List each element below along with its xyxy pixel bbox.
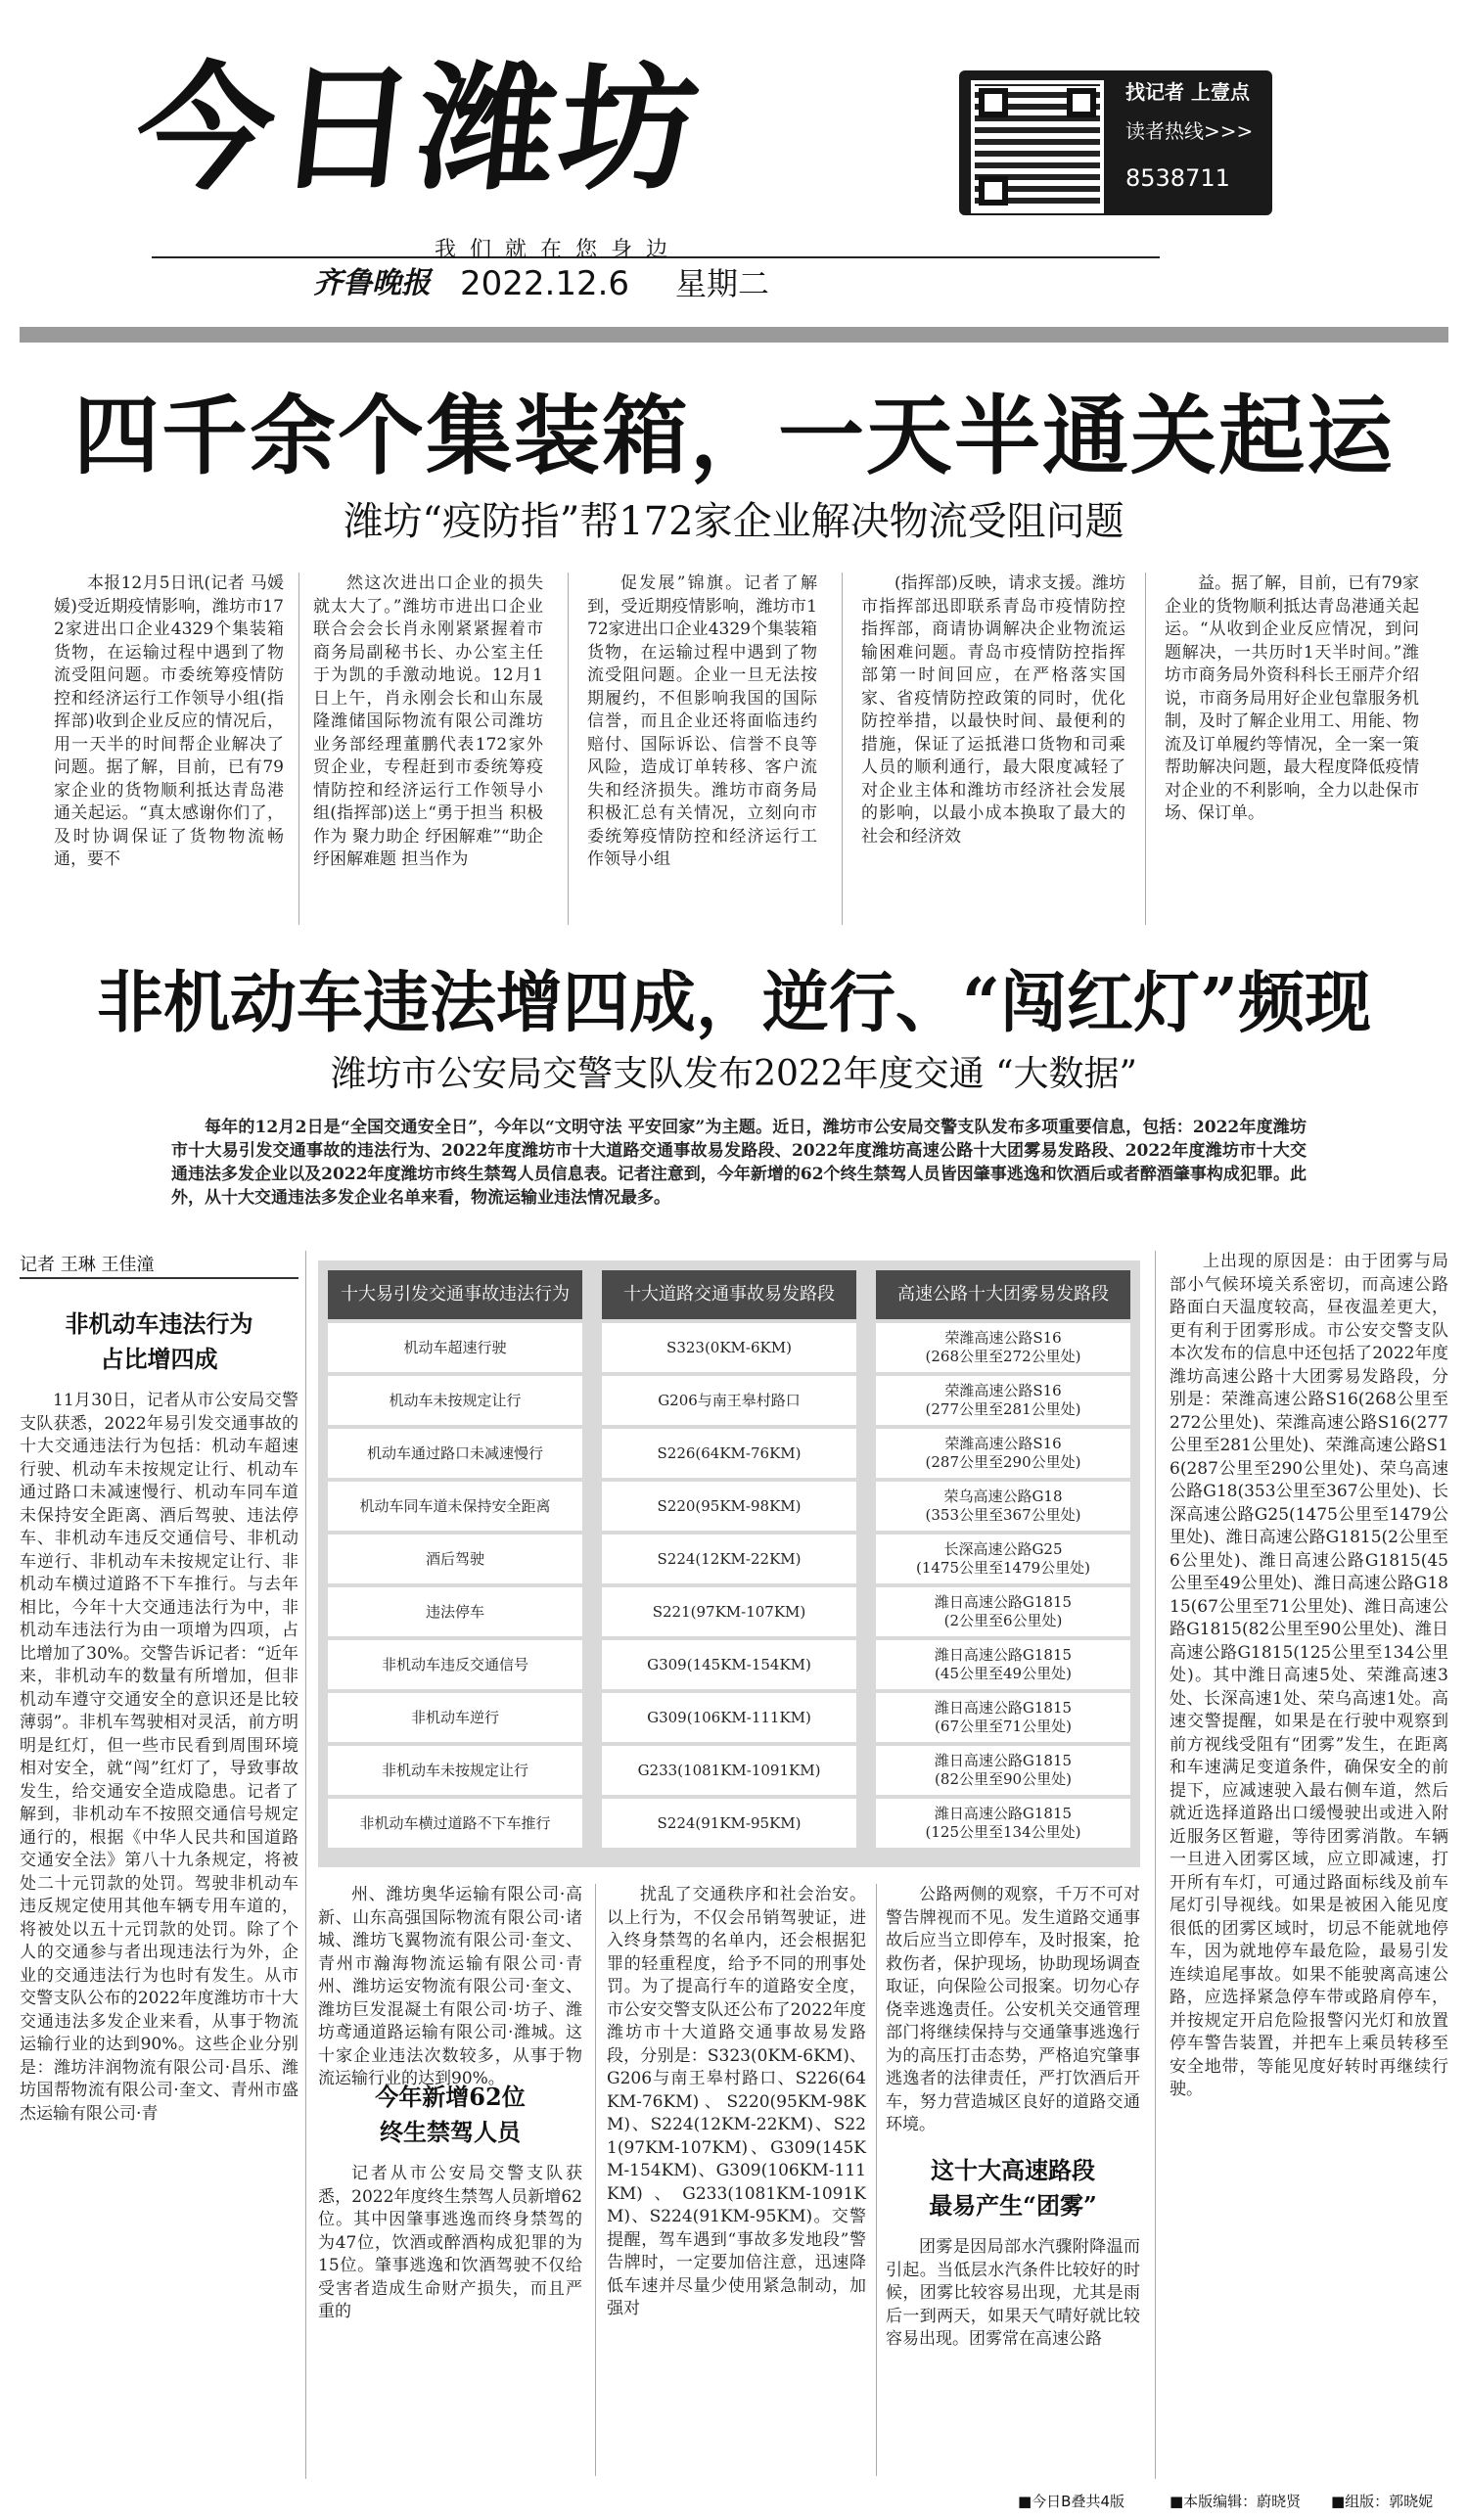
article2-right-col [1170,1251,1448,2479]
article1-col-4-text: (指挥部)反映，请求支援。潍坊市指挥部迅即联系青岛市疫情防控指挥部，商请协调解决企业物流运输困难问题。青岛市疫情防控指挥部第一时间回应，在严格落实国家、省疫情防控政策的同时，优化防控举措，以最快时间、最便利的措施，保证了运抵港口货物和司乘人员的顺利通行，最大限度减轻了对企业主体和潍坊市经济社会发展的影响，以最小成本换取了最大的社会和经济效 [861,573,1125,847]
article1-col-4 [861,573,1125,925]
table-cell: 潍日高速公路G1815 (82公里至90公里处) [876,1746,1130,1795]
issue-date: 2022.12.6 [460,264,630,303]
top-rule [20,327,1448,343]
column-divider [1145,573,1146,925]
column-divider [595,1884,596,2476]
article1-col-1 [54,573,284,925]
article2-mid-col-a2-text: 记者从市公安局交警支队获悉，2022年度终生禁驾人员新增62位。其中因肇事逃逸而终身禁驾的为47位，饮酒或醉酒构成犯罪的为15位。肇事逃逸和饮酒驾驶不仅给受害者造成生命财产损失，而且严重的 [318,2164,582,2321]
table-col-road-sections [602,1270,856,1848]
table-cell: 机动车未按规定让行 [328,1376,582,1425]
column-divider [568,573,569,925]
minihead-nonmotor: 非机动车违法行为 占比增四成 [65,1309,253,1373]
minihead-fog: 这十大高速路段 最易产生“团雾” [929,2156,1097,2220]
table-cell: 违法停车 [328,1587,582,1636]
subhead-traffic: 潍坊市公安局交警支队发布2022年度交通 “大数据” [331,1054,1137,1094]
article2-mid-col-a2 [318,2163,582,2476]
headline-traffic: 非机动车违法增四成，逆行、“闯红灯”频现 [96,964,1372,1042]
table-header: 高速公路十大团雾易发路段 [876,1270,1130,1319]
article1-col-5-text: 益。据了解，目前，已有79家企业的货物顺利抵达青岛港通关起运。“从收到企业反应情况，到问题解决，一共历时1天半时间。”潍坊市商务局外资科科长王丽芹介绍说，市商务局用好企业包靠服务机制，及时了解企业用工、用能、物流及订单履约等情况，全一案一策帮助解决问题，最大程度降低疫情对企业的不利影响，全力以赴保市场、保订单。 [1165,573,1419,823]
table-cell: 荣潍高速公路S16 (277公里至281公里处) [876,1376,1130,1425]
headline-containers: 四千余个集装箱，一天半通关起运 [72,385,1395,486]
column-divider [1155,1251,1156,2479]
article2-mid-col-c-text: 公路两侧的观察，千万不可对警告牌视而不见。发生道路交通事故后应当立即停车，及时报案，抢救伤者，保护现场，协助现场调查取证，向保险公司报案。切勿心存侥幸逃逸责任。公安机关交通管理部门将继续保持与交通肇事逃逸行为的高压打击态势，严格追究肇事逃逸者的法律责任，严打饮酒后开车，努力营造城区良好的道路交通环境。 [886,1885,1140,2134]
table-cell: 机动车通过路口未减速慢行 [328,1429,582,1478]
data-table [318,1260,1140,1867]
column-divider [305,1251,306,2479]
table-cell: S220(95KM-98KM) [602,1482,856,1531]
article2-mid-col-c [886,1884,1140,2148]
table-col-violations [328,1270,582,1848]
article1-col-2-text: 然这次进出口企业的损失就太大了。”潍坊市进出口企业联合会会长肖永刚紧紧握着市商务局副秘书长、办公室主任于为凯的手激动地说。12月1日上午，肖永刚会长和山东晟隆潍储国际物流有限公司潍坊业务部经理董鹏代表172家外贸企业，专程赶到市委统筹疫情防控和经济运行工作领导小组(指挥部)送上“勇于担当 积极作为 聚力助企 纾困解难”“助企纾困解难题 担当作为 [313,573,543,869]
qr-code-icon[interactable] [971,80,1104,213]
table-cell: G233(1081KM-1091KM) [602,1746,856,1795]
article1-col-5 [1165,573,1419,925]
article2-mid-col-b-text: 扰乱了交通秩序和社会治安。以上行为，不仅会吊销驾驶证，进入终身禁驾的名单内，还会根据犯罪的轻重程度，给予不同的刑事处罚。为了提高行车的道路安全度，市公安交警支队还公布了2022年度潍坊市十大道路交通事故易发路段，分别是：S323(0KM-6KM)、G206与南王皋村路口、S226(64KM-76KM)、S220(95KM-98KM)、S224(12KM-22KM)、S221(97KM-107KM)、G309(145KM-154KM)、G309(106KM-111KM)、G233(1081KM-1091KM)、S224(91KM-95KM)。交警提醒，驾车遇到“事故多发地段”警告牌时，一定要加倍注意，迅速降低车速并尽量少使用紧急制动，加强对 [607,1885,866,2318]
qr-label-hotline: 读者热线>>> [1125,119,1254,143]
table-cell: G206与南王皋村路口 [602,1376,856,1425]
table-cell: 非机动车未按规定让行 [328,1746,582,1795]
table-cell: S323(0KM-6KM) [602,1323,856,1372]
footer-edition: ■今日B叠共4版 [1018,2493,1125,2510]
table-cell: 机动车同车道未保持安全距离 [328,1482,582,1531]
article2-mid-col-c2-text: 团雾是因局部水汽骤附降温而引起。当低层水汽条件比较好的时候，团雾比较容易出现，尤其是雨后一到两天，如果天气晴好就比较容易出现。团雾常在高速公路 [886,2237,1140,2349]
lead-paragraph [171,1116,1307,1210]
subhead-containers: 潍坊“疫防指”帮172家企业解决物流受阻问题 [344,499,1124,544]
table-cell: 机动车超速行驶 [328,1323,582,1372]
qr-label-reporter: 找记者 上壹点 [1125,80,1250,104]
article1-col-2 [313,573,543,925]
minihead-lifetime-ban: 今年新增62位 终生禁驾人员 [375,2083,526,2146]
qr-corner [979,176,1008,206]
table-cell: S224(91KM-95KM) [602,1799,856,1848]
article2-mid-col-a [318,1884,582,2088]
article2-mid-col-c2 [886,2236,1140,2476]
table-cell: S221(97KM-107KM) [602,1587,856,1636]
qr-label-phone: 8538711 [1125,164,1230,192]
table-cell: 潍日高速公路G1815 (67公里至71公里处) [876,1693,1130,1742]
table-cell: 酒后驾驶 [328,1535,582,1583]
footer-editor: ■本版编辑：蔚晓贤 [1170,2493,1302,2510]
qr-corner [1067,88,1096,117]
table-cell: G309(106KM-111KM) [602,1693,856,1742]
article1-col-3 [587,573,817,925]
table-cell: 潍日高速公路G1815 (45公里至49公里处) [876,1640,1130,1689]
table-cell: 荣潍高速公路S16 (268公里至272公里处) [876,1323,1130,1372]
section-rule [20,1277,298,1279]
masthead-title: 今日潍坊 [128,50,710,209]
footer-layout: ■组版：郭晓妮 [1331,2493,1434,2510]
table-cell: G309(145KM-154KM) [602,1640,856,1689]
table-cell: S226(64KM-76KM) [602,1429,856,1478]
table-cell: 潍日高速公路G1815 (2公里至6公里处) [876,1587,1130,1636]
column-divider [298,573,299,925]
byline: 记者 王琳 王佳潼 [20,1255,155,1275]
table-cell: 荣潍高速公路S16 (287公里至290公里处) [876,1429,1130,1478]
table-cell: 潍日高速公路G1815 (125公里至134公里处) [876,1799,1130,1848]
lead-text: 每年的12月2日是“全国交通安全日”，今年以“文明守法 平安回家”为主题。近日，潍坊市公安局交警支队发布多项重要信息，包括：2022年度潍坊市十大易引发交通事故的违法行为、2022年度潍坊市十大道路交通事故易发路段、2022年度潍坊高速公路十大团雾易发路段、2022年度潍坊市十大交通违法多发企业以及2022年度潍坊市终生禁驾人员信息表。记者注意到，今年新增的62个终生禁驾人员皆因肇事逃逸和饮酒后或者醉酒肇事构成犯罪。此外，从十大交通违法多发企业名单来看，物流运输业违法情况最多。 [171,1118,1307,1208]
table-col-fog-sections [876,1270,1130,1848]
issue-weekday: 星期二 [675,265,770,302]
masthead-slogan: 我们就在您身边 [434,238,681,262]
table-cell: 非机动车违反交通信号 [328,1640,582,1689]
column-divider [876,1884,877,2476]
article2-left-col-text: 11月30日，记者从市公安局交警支队获悉，2022年易引发交通事故的十大交通违法行为包括：机动车超速行驶、机动车未按规定让行、机动车通过路口未减速慢行、机动车同车道未保持安全距离、酒后驾驶、违法停车、非机动车违反交通信号、非机动车逆行、非机动车未按规定让行、非机动车横过道路不下车推行。与去年相比，今年十大交通违法行为中，非机动车违法行为由一项增为四项，占比增加了30%。交警告诉记者：“近年来，非机动车的数量有所增加，但非机动车遵守交通安全的意识还是比较薄弱”。非机车驾驶相对灵活，前方明明是红灯，但一些市民看到周围环境相对安全，就“闯”红灯了，导致事故发生，给交通安全造成隐患。记者了解到，非机动车不按照交通信号规定通行的，根据《中华人民共和国道路交通安全法》第八十九条规定，将被处二十元罚款的处罚。驾驶非机动车违反规定使用其他车辆专用车道的，将被处以五十元罚款的处罚。除了个人的交通参与者出现违法行为外，企业的交通违法行为也时有发生。从市交警支队公布的2022年度潍坊市十大交通违法多发企业来看，从事于物流运输行业的达到90%。这些企业分别是：潍坊沣润物流有限公司·昌乐、潍坊国帮物流有限公司·奎文、青州市盛杰运输有限公司·青 [20,1391,298,2124]
column-divider [842,573,843,925]
article2-right-col-text: 上出现的原因是：由于团雾与局部小气候环境关系密切，而高速公路路面白天温度较高，昼夜温差更大，更有利于团雾形成。市公安交警支队本次发布的信息中还包括了2022年度潍坊高速公路十大团雾易发路段，分别是：荣潍高速公路S16(268公里至272公里处)、荣潍高速公路S16(277公里至281公里处)、荣潍高速公路S16(287公里至290公里处)、荣乌高速公路G18(353公里至367公里处)、长深高速公路G25(1475公里至1479公里处)、潍日高速公路G1815(2公里至6公里处)、潍日高速公路G1815(45公里至49公里处)、潍日高速公路G1815(67公里至71公里处)、潍日高速公路G1815(82公里至90公里处)、潍日高速公路G1815(125公里至134公里处)。其中潍日高速5处、荣潍高速3处、长深高速1处、荣乌高速1处。高速交警提醒，如果是在行驶中观察到前方视线受阻有“团雾”发生，在距离和车速满足变道条件，确保安全的前提下，应减速驶入最右侧车道，然后就近选择道路出口缓慢驶出或进入附近服务区暂避，等待团雾消散。车辆一旦进入团雾区域，应立即减速，打开所有车灯，可通过路面标线及前车尾灯引导视线。如果是被困入能见度很低的团雾区域时，切忌不能就地停车，因为就地停车最危险，最易引发连续追尾事故。如果不能驶离高速公路，应选择紧急停车带或路肩停车，并按规定开启危险报警闪光灯和放置停车警告装置，并把车上乘员转移至安全地带，等能见度好转时再继续行驶。 [1170,1252,1448,2099]
article2-left-col [20,1390,298,2476]
table-cell: 荣乌高速公路G18 (353公里至367公里处) [876,1482,1130,1531]
article1-col-1-text: 本报12月5日讯(记者 马媛媛)受近期疫情影响，潍坊市172家进出口企业4329个集装箱货物，在运输过程中遇到了物流受阻问题。市委统筹疫情防控和经济运行工作领导小组(指挥部)收到企业反应的情况后，用一天半的时间帮企业解决了问题。据了解，目前，已有79家企业的货物顺利抵达青岛港通关起运。“真太感谢你们了，及时协调保证了货物物流畅通，要不 [54,573,284,869]
article1-col-3-text: 促发展”锦旗。记者了解到，受近期疫情影响，潍坊市172家进出口企业4329个集装箱货物，在运输过程中遇到了物流受阻问题。企业一旦无法按期履约，不但影响我国的国际信誉，而且企业还将面临违约赔付、国际诉讼、信誉不良等风险，造成订单转移、客户流失和经济损失。潍坊市商务局积极汇总有关情况，立刻向市委统筹疫情防控和经济运行工作领导小组 [587,573,817,869]
article2-mid-col-a-text: 州、潍坊奥华运输有限公司·高新、山东高强国际物流有限公司·诸城、潍坊飞翼物流有限公司·奎文、青州市瀚海物流运输有限公司·青州、潍坊运安物流有限公司·奎文、潍坊巨发混凝土有限公司·坊子、潍坊鸢通道路运输有限公司·潍城。这十家企业违法次数较多，从事于物流运输行业的达到90%。 [318,1885,582,2088]
table-cell: 非机动车横过道路不下车推行 [328,1799,582,1848]
article2-mid-col-b [607,1884,866,2476]
table-header: 十大道路交通事故易发路段 [602,1270,856,1319]
table-cell: S224(12KM-22KM) [602,1535,856,1583]
table-cell: 非机动车逆行 [328,1693,582,1742]
table-header: 十大易引发交通事故违法行为 [328,1270,582,1319]
brand-logo: 齐鲁晚报 [313,266,431,300]
table-cell: 长深高速公路G25 (1475公里至1479公里处) [876,1535,1130,1583]
qr-corner [979,88,1008,117]
